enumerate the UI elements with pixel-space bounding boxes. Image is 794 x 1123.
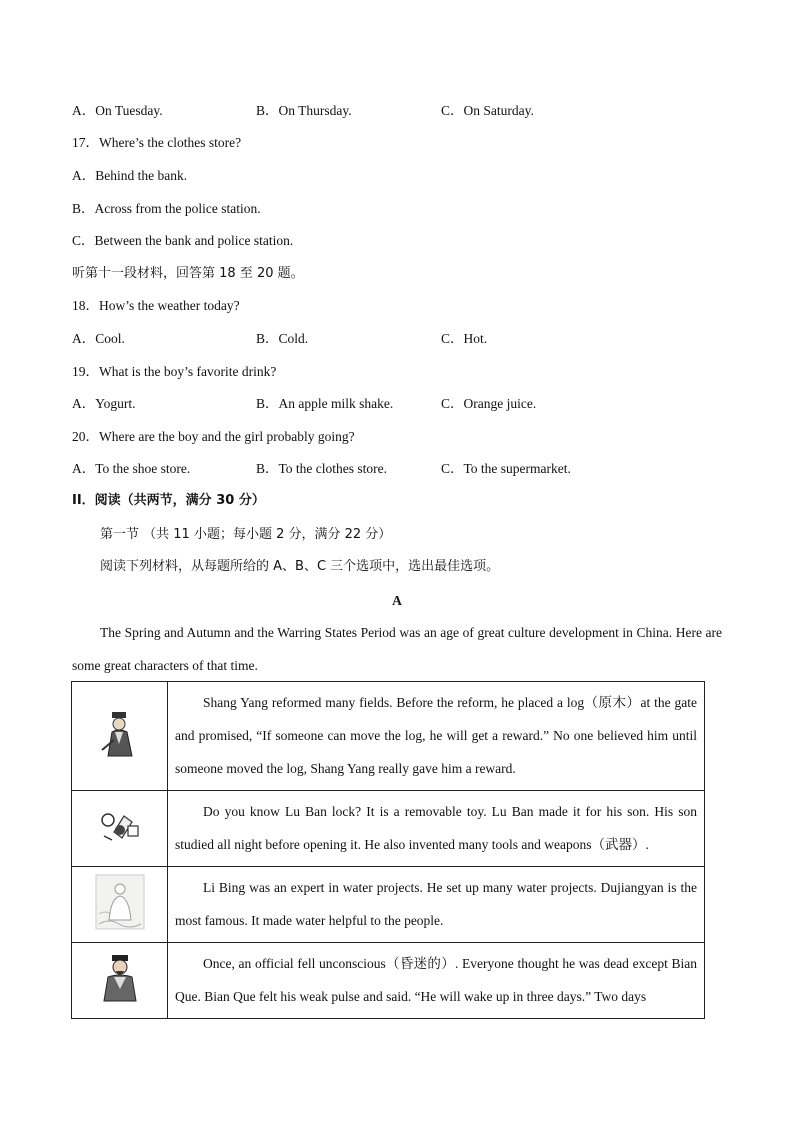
q17-option-b[interactable]: B．Across from the police station. bbox=[72, 201, 261, 216]
bian-que-portrait-icon bbox=[98, 953, 142, 1008]
q17-option-a[interactable]: A．Behind the bank. bbox=[72, 168, 188, 183]
q19-question: 19．What is the boy’s favorite drink? bbox=[72, 364, 277, 379]
portrait-cell bbox=[72, 682, 168, 791]
portrait-cell bbox=[72, 943, 168, 1019]
reading-instructions: 阅读下列材料，从每题所给的 A、B、C 三个选项中，选出最佳选项。 bbox=[100, 559, 500, 574]
character-text-lu-ban: Do you know Lu Ban lock? It is a removable toy. Lu Ban made it for his son. His son studied all night before opening it. He also invented many tools and weapons（武器）. bbox=[168, 791, 705, 867]
q18-option-c[interactable]: C．Hot. bbox=[441, 331, 488, 346]
character-text-bian-que: Once, an official fell unconscious（昏迷的）. Everyone thought he was dead except Bian Que. Bian Que felt his weak pulse and said. “He will wake up in three days.” Two days bbox=[168, 943, 705, 1019]
character-text-shang-yang: Shang Yang reformed many fields. Before the reform, he placed a log（原木）at the gate and promised, “If someone can move the log, he will get a reward.” No one believed him until someone moved the log, Shang Yang really gave him a reward. bbox=[168, 682, 705, 791]
li-bing-portrait-icon bbox=[95, 874, 145, 935]
character-row bbox=[72, 867, 705, 943]
q20-option-c[interactable]: C．To the supermarket. bbox=[441, 461, 571, 476]
portrait-cell bbox=[72, 867, 168, 943]
passage-intro: The Spring and Autumn and the Warring States Period was an age of great culture development in China. Here are some great characters of that time. bbox=[72, 625, 722, 673]
q18-question: 18．How’s the weather today? bbox=[72, 298, 240, 313]
section-eleven-instruction: 听第十一段材料，回答第 18 至 20 题。 bbox=[72, 266, 304, 281]
part-two-heading: II．阅读（共两节，满分 30 分） bbox=[72, 493, 265, 508]
character-row bbox=[72, 791, 705, 867]
character-text-li-bing: Li Bing was an expert in water projects. He set up many water projects. Dujiangyan is the most famous. It made water helpful to the people. bbox=[168, 867, 705, 943]
q17-question: 17．Where’s the clothes store? bbox=[72, 135, 242, 150]
section-one-heading: 第一节 （共 11 小题；每小题 2 分，满分 22 分） bbox=[100, 527, 392, 542]
characters-table bbox=[71, 681, 705, 1019]
q17-option-c[interactable]: C．Between the bank and police station. bbox=[72, 233, 294, 248]
q19-option-b[interactable]: B．An apple milk shake. bbox=[256, 396, 394, 411]
character-row bbox=[72, 682, 705, 791]
q20-question: 20．Where are the boy and the girl probably going? bbox=[72, 429, 355, 444]
shang-yang-portrait-icon bbox=[100, 710, 140, 763]
q18-option-a[interactable]: A．Cool. bbox=[72, 331, 125, 346]
q16-option-a[interactable]: A．On Tuesday. bbox=[72, 103, 163, 118]
q20-option-a[interactable]: A．To the shoe store. bbox=[72, 461, 191, 476]
q16-option-b[interactable]: B．On Thursday. bbox=[256, 103, 352, 118]
passage-label: A bbox=[392, 593, 402, 608]
q16-option-c[interactable]: C．On Saturday. bbox=[441, 103, 534, 118]
q20-option-b[interactable]: B．To the clothes store. bbox=[256, 461, 388, 476]
q18-option-b[interactable]: B．Cold. bbox=[256, 331, 309, 346]
character-row bbox=[72, 943, 705, 1019]
portrait-cell bbox=[72, 791, 168, 867]
q19-option-c[interactable]: C．Orange juice. bbox=[441, 396, 537, 411]
q19-option-a[interactable]: A．Yogurt. bbox=[72, 396, 136, 411]
lu-ban-lock-icon bbox=[98, 808, 142, 849]
